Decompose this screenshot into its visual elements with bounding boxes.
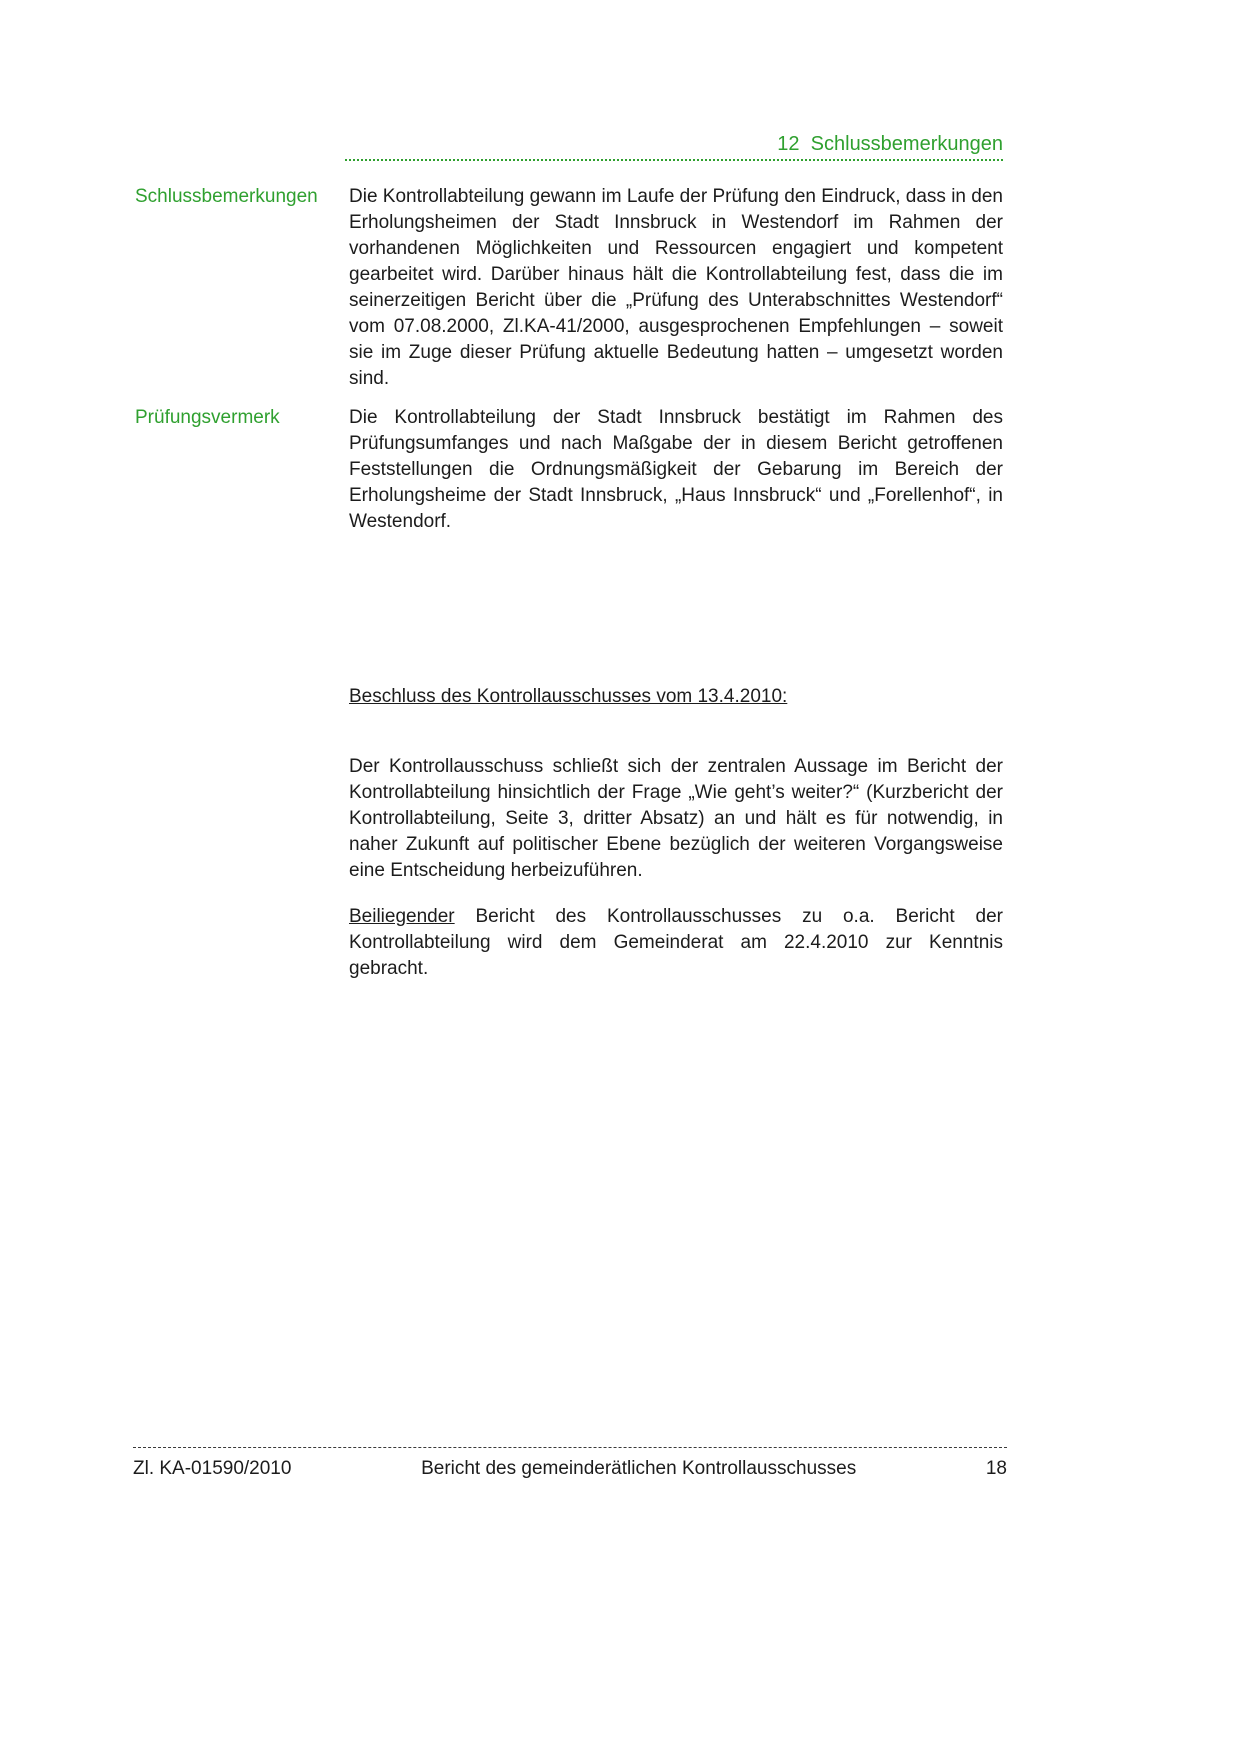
- pruefungsvermerk-paragraph: Die Kontrollabteilung der Stadt Innsbruck bestätigt im Rahmen des Prüfungsumfanges und nach Maßgabe der in diesem Bericht getroffenen Feststellungen die Ordnungsmäßigkeit der Gebarung im Bereich der Erholungsheime der Stadt Innsbruck, „Haus Innsbruck“ und „Forellenhof“, in Westendorf.: [349, 407, 1003, 532]
- page-header: [345, 132, 1003, 161]
- footer-reference: Zl. KA-01590/2010: [133, 1458, 292, 1479]
- beiliegender-paragraph-rest: Bericht des Kontrollausschusses zu o.a. Bericht der Kontrollabteilung wird dem Gemeinderat am 22.4.2010 zur Kenntnis gebracht.: [349, 906, 1003, 979]
- schlussbemerkungen-paragraph: Die Kontrollabteilung gewann im Laufe der Prüfung den Eindruck, dass in den Erholungsheimen der Stadt Innsbruck in Westendorf im Rahmen der vorhandenen Möglichkeiten und Ressourcen engagiert und kompetent gearbeitet wird. Darüber hinaus hält die Kontrollabteilung fest, dass die im seinerzeitigen Bericht über die „Prüfung des Unterabschnittes Westendorf“ vom 07.08.2000, Zl.KA-41/2000, ausgesprochenen Empfehlungen – soweit sie im Zuge dieser Prüfung aktuelle Bedeutung hatten – umgesetzt worden sind.: [349, 186, 1003, 389]
- margin-label-pruefungsvermerk: Prüfungsvermerk: [135, 407, 280, 428]
- beschluss-heading: Beschluss des Kontrollausschusses vom 13.4.2010:: [349, 686, 788, 707]
- beiliegender-underlined-word: Beiliegender: [349, 906, 455, 927]
- beiliegender-paragraph: [349, 904, 1003, 982]
- section-pruefungsvermerk: [135, 405, 1003, 535]
- footer-page-number: 18: [985, 1458, 1007, 1479]
- beschluss-paragraph: Der Kontrollausschuss schließt sich der zentralen Aussage im Bericht der Kontrollabteilung hinsichtlich der Frage „Wie geht’s weiter?“ (Kurzbericht der Kontrollabteilung, Seite 3, dritter Absatz) an und hält es für notwendig, in naher Zukunft auf politischer Ebene bezüglich der weiteren Vorgangsweise eine Entscheidung herbeizuführen.: [349, 756, 1003, 881]
- section-header-title: 12 Schlussbemerkungen: [777, 133, 1003, 155]
- header-dotted-rule: [345, 159, 1003, 161]
- page-footer: [133, 1447, 1007, 1481]
- margin-label-schlussbemerkungen: Schlussbemerkungen: [135, 186, 318, 207]
- footer-document-title: Bericht des gemeinderätlichen Kontrollausschusses: [421, 1458, 857, 1479]
- section-schlussbemerkungen: [135, 184, 1003, 392]
